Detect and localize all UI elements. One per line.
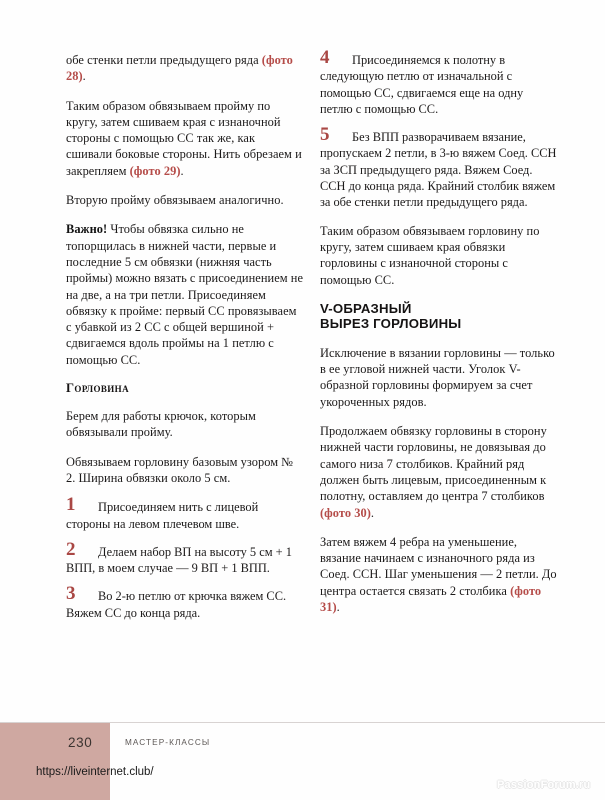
paragraph-base-pattern: Обвязываем горловину базовым узором № 2. Ширина обвязки около 5 см. — [66, 454, 294, 485]
step-number: 5 — [320, 124, 330, 146]
paragraph-text-tail: . — [336, 600, 340, 615]
paragraph-text-tail: . — [180, 163, 184, 178]
paragraph-important-note — [66, 221, 303, 368]
paragraph-text: Чтобы обвязка сильно не топорщилась в нижней части, первые и последние 5 см обвязки (нижняя часть проймы) можно вязать с присоединением не на две, а на три петли. Присоединяем обвязку к пройме: первый СС провязываем с убавкой из 2 СС с общей вершиной + сдвигаемся вдоль проймы на 1 петлю с помощью СС. — [66, 222, 304, 367]
step-text: Во 2-ю петлю от крючка вяжем СС. Вяжем СС до конца ряда. — [66, 589, 287, 620]
paragraph-text-tail: . — [82, 69, 86, 84]
paragraph-text: Затем вяжем 4 ребра на уменьшение, вязание начинаем с изнаночного ряда из Соед. ССН. Шаг уменьшения — 2 петли. До центра остается связать 2 столбика — [320, 534, 557, 598]
step-text: Присоединяемся к полотну в следующую петлю от изначальной с помощью СС, сдвигаемся еще на одну петлю с помощью СС. — [320, 53, 524, 116]
step-number: 4 — [320, 47, 330, 68]
source-site-url[interactable]: https://liveinternet.club/ — [36, 766, 154, 778]
paragraph-continuation — [66, 52, 303, 85]
right-column — [320, 47, 557, 628]
step-number: 2 — [66, 538, 76, 560]
footer-section-label: МАСТЕР-КЛАССЫ — [125, 738, 211, 747]
step-number: 3 — [66, 583, 76, 605]
heading-v-neckline — [320, 301, 557, 332]
paragraph-text: Таким образом обвязываем пройму по кругу, затем сшиваем края с изнаночной стороны с помощью СС так же, как сшивали боковые стороны. Нить обрезаем и закрепляем — [66, 98, 302, 178]
paragraph-text: обе стенки петли предыдущего ряда — [66, 53, 262, 67]
passionforum-watermark: PassionForum.ru — [497, 779, 591, 791]
paragraph-armhole-edging — [66, 98, 303, 179]
step-item — [66, 538, 303, 577]
heading-line-1: V-ОБРАЗНЫЙ — [320, 300, 412, 316]
paragraph-second-armhole: Вторую пройму обвязываем аналогично. — [66, 193, 284, 208]
heading-line-2: ВЫРЕЗ ГОРЛОВИНЫ — [320, 316, 462, 332]
photo-reference: (фото 31) — [320, 583, 542, 615]
text-columns — [0, 47, 605, 712]
footer-color-block — [0, 723, 110, 800]
important-label: Важно! — [66, 222, 108, 237]
photo-reference: (фото 29) — [129, 163, 181, 178]
step-number: 1 — [66, 494, 76, 516]
paragraph-decrease-ribs — [320, 534, 557, 615]
step-text: Без ВПП разворачиваем вязание, пропускаем 2 петли, в 3-ю вяжем Соед. ССН за ЗСП предыдущего ряда. Вяжем Соед. ССН до конца ряда. Крайний столбик вяжем за обе стенки петли предыдущего ряда. — [320, 130, 557, 210]
step-item — [320, 124, 557, 210]
heading-neckline: Горловина — [66, 381, 129, 396]
step-item — [320, 47, 557, 117]
paragraph-v-exception: Исключение в вязании горловины — только в ее угловой нижней части. Уголок V-образной горловины формируем за счет укороченных рядов. — [320, 345, 555, 409]
paragraph-neckline-round: Таким образом обвязываем горловину по кругу, затем сшиваем края обвязки горловины с изнаночной стороны с помощью СС. — [320, 223, 540, 287]
step-item — [66, 583, 303, 621]
page-number: 230 — [68, 735, 93, 750]
paragraph-hook-choice: Берем для работы крючок, которым обвязывали пройму. — [66, 409, 256, 440]
paragraph-text: Продолжаем обвязку горловины в сторону нижней части горловины, не довязывая до самого низа 7 столбиков. Крайний ряд должен быть лицевым, присоединенным к полотну, оставляем до центра 7 столбиков — [320, 424, 547, 504]
photo-reference: (фото 28) — [66, 53, 293, 84]
step-text: Присоединяем нить с лицевой стороны на левом плечевом шве. — [66, 500, 259, 531]
step-text: Делаем набор ВП на высоту 5 см + 1 ВПП, в моем случае — 9 ВП + 1 ВПП. — [66, 544, 292, 576]
photo-reference: (фото 30) — [320, 505, 371, 520]
left-column — [66, 52, 303, 633]
paragraph-text-tail: . — [370, 505, 375, 520]
paragraph-continue-edging — [320, 423, 557, 521]
step-item — [66, 494, 303, 532]
